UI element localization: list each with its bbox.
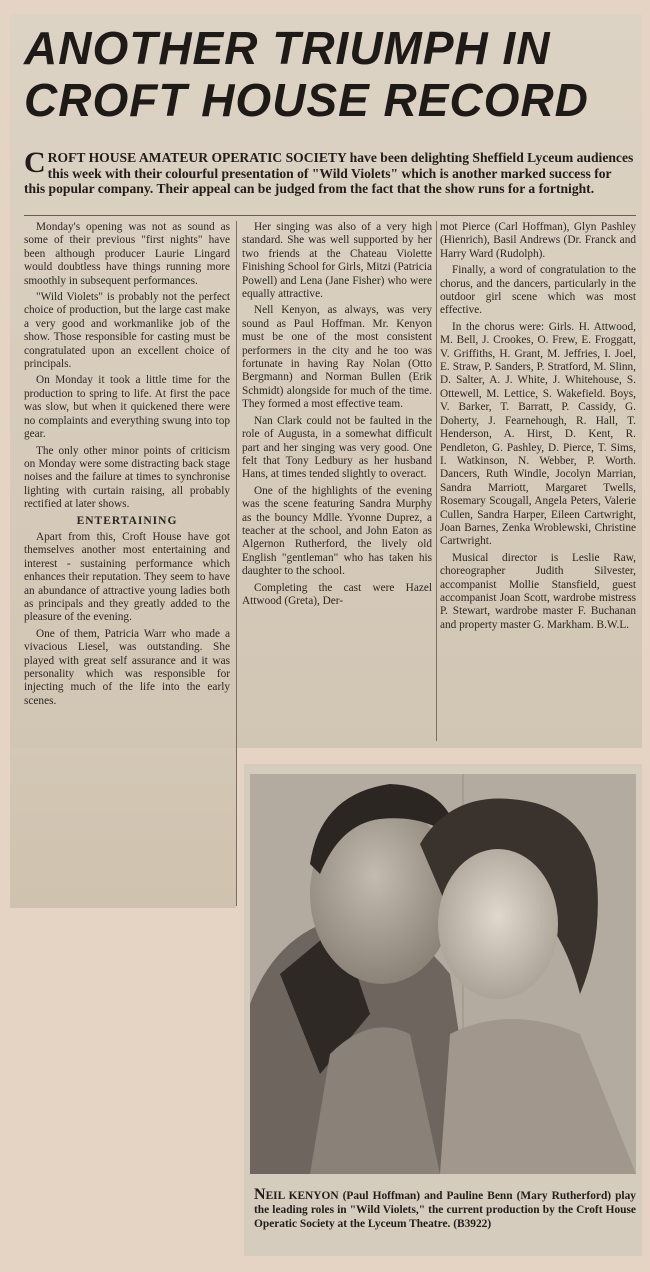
article-column-1	[24, 221, 230, 711]
caption-dropcap: N	[254, 1186, 266, 1203]
column-2-paragraph-1: Her singing was also of a very high standard. She was well supported by her two friends at the Chateau Violette Finishing School for Girls, Mitzi (Patricia Powell) and Lena (Jane Fisher) who were equally attractive.	[242, 221, 432, 301]
column-2-paragraph-2: Nell Kenyon, as always, was very sound as Paul Hoffman. Mr. Kenyon must be one of the most consistent performers in the city and he too was fortunate in having Ray Nolan (Otto Bergmann) and Norman Bullen (Erik Schmidt) alongside for much of the time. They formed a most effective team.	[242, 304, 432, 411]
column-3-paragraph-4: Musical director is Leslie Raw, choreographer Judith Silvester, accompanist Mollie Stansfield, guest accompanist Joan Scott, wardrobe mistress P. Stewart, wardrobe master F. Buchanan and property master G. Markham. B.W.L.	[440, 551, 636, 631]
woman-face	[438, 849, 558, 999]
column-2-paragraph-3: Nan Clark could not be faulted in the role of Augusta, in a somewhat difficult part and her singing was very good. One felt that Tony Ledbury as her husband Hans, at times tended slightly to overact.	[242, 414, 432, 481]
headline-line-1: ANOTHER TRIUMPH IN	[24, 22, 551, 74]
column-3-paragraph-2: Finally, a word of congratulation to the chorus, and the dancers, particularly in the outdoor girl scene which was most effective.	[440, 264, 636, 317]
column-1-paragraph-5: Apart from this, Croft House have got themselves another most entertaining and interest - sustaining performance which enhances their reputation. They seem to have an abundance of attractive young ladies both as principals and they greatly added to the pleasure of the evening.	[24, 530, 230, 624]
photo-caption	[254, 1188, 636, 1231]
column-divider-2	[436, 221, 437, 741]
column-1-paragraph-1: Monday's opening was not as sound as some of their previous "first nights" have been although producer Laurie Lingard would doubtless have things running more smoothly in subsequent performances.	[24, 221, 230, 287]
intro-dropcap: C	[24, 146, 46, 179]
column-divider-1	[236, 221, 237, 906]
subheading-entertaining: ENTERTAINING	[76, 514, 178, 527]
column-2-paragraph-5: Completing the cast were Hazel Attwood (Greta), Der-	[242, 581, 432, 607]
intro-text: ROFT HOUSE AMATEUR OPERATIC SOCIETY have been delighting Sheffield Lyceum audiences this week with their colourful presentation of "Wild Violets" which is another marked success for this popular company. Their appeal can be judged from the fact that the show runs for a fortnight.	[24, 150, 634, 197]
intro-paragraph	[24, 146, 634, 197]
column-1-paragraph-6: One of them, Patricia Warr who made a vivacious Liesel, was outstanding. She played with great self assurance and it was personality which was responsible for injecting much of the life into the early scenes.	[24, 627, 230, 707]
column-3-paragraph-3: In the chorus were: Girls. H. Attwood, M. Bell, J. Crookes, O. Frew, E. Froggatt, V. Griffiths, H. Grant, M. Jeffries, I. Joel, E. Straw, P. Sanders, P. Stratford, M. Slinn, D. Salter, A. J. White, J. Whitehouse, S. Ottewell, M. Lettice, S. Wakefield. Boys, V. Barker, T. Barratt, P. Cassidy, G. Doherty, J. Fearnehough, R. Hall, T. Henderson, A. Hirst, D. Kent, R. Pendleton, G. Pashley, D. Pierce, T. Sims, I. Watkinson, N. Webber, P. Worth. Dancers, Ruth Windle, Jocolyn Marrian, Sandra Marriott, Margaret Twells, Rosemary Scougall, Angela Peters, Valerie Cullen, Sandra Harper, Eileen Cartwright, Joan Barnes, Zenka Wroblewski, Christine Cartwright.	[440, 320, 636, 548]
article-column-2	[242, 221, 432, 611]
article-clipping-tail	[10, 748, 236, 908]
headline	[24, 22, 634, 126]
headline-line-2: CROFT HOUSE RECORD	[24, 74, 589, 126]
column-1-paragraph-4: The only other minor points of criticism on Monday were some distracting back stage noises and the failure at times to synchronise lighting with curtain raising, all probably rectified at later shows.	[24, 444, 230, 511]
intro-divider	[24, 215, 636, 216]
column-3-paragraph-1: mot Pierce (Carl Hoffman), Glyn Pashley (Hienrich), Basil Andrews (Dr. Franck and Harry Ward (Rudolph).	[440, 221, 636, 260]
column-2-paragraph-4: One of the highlights of the evening was the scene featuring Sandra Murphy as the bouncy Mdlle. Yvonne Duprez, a teacher at the school, and John Eaton as Algernon Rutherford, the lively old English "gentleman" who has taken his daughter to the school.	[242, 484, 432, 578]
column-1-paragraph-2: "Wild Violets" is probably not the perfect choice of production, but the large cast make a very good and workmanlike job of the show. Those responsible for casting must be congratulated upon an excellent choice of principals.	[24, 291, 230, 371]
caption-text: EIL KENYON (Paul Hoffman) and Pauline Benn (Mary Rutherford) play the leading roles in "Wild Violets," the current production by the Croft House Operatic Society at the Lyceum Theatre. (B3922)	[254, 1190, 636, 1230]
cast-photo-illustration	[250, 774, 636, 1174]
article-column-3	[440, 221, 636, 635]
cast-photo	[250, 774, 636, 1174]
column-1-paragraph-3: On Monday it took a little time for the production to spring to life. At first the pace was slow, but when it quickened there were no complaints and everything swung into top gear.	[24, 374, 230, 441]
